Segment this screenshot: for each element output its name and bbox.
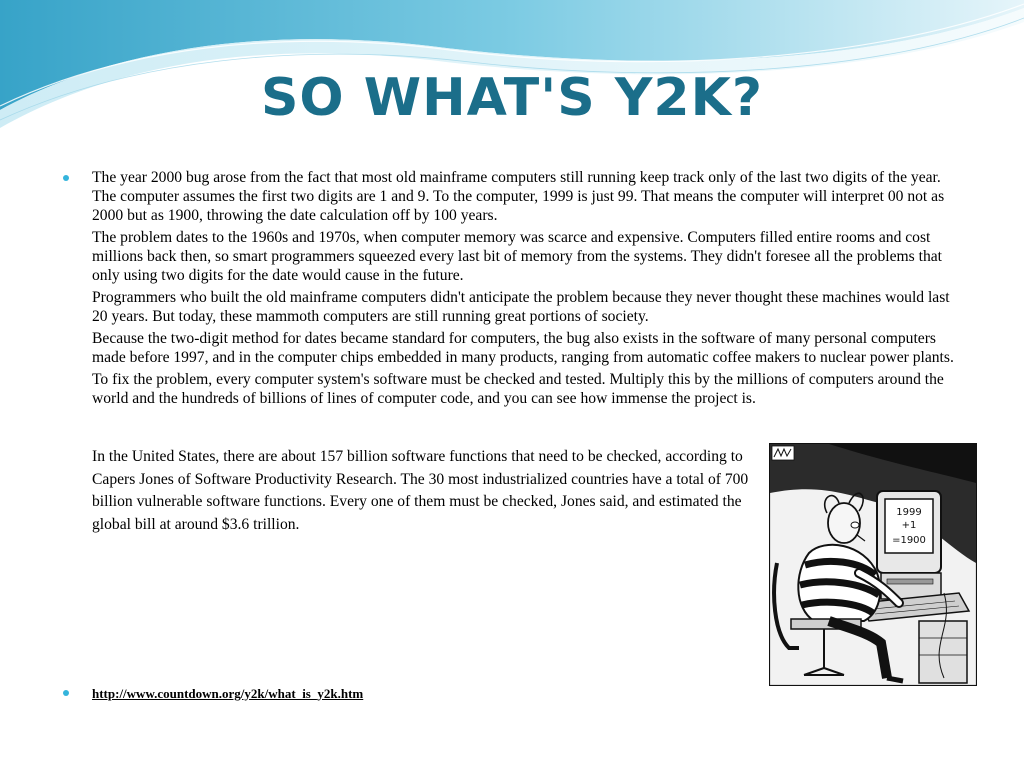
body-paragraph: Programmers who built the old mainframe computers didn't anticipate the problem because they never thought these machines would last 20 years. But today, these mammoth computers are still running great portions of society. xyxy=(92,289,950,325)
body-paragraph: The problem dates to the 1960s and 1970s, when computer memory was scarce and expensive. Computers filled entire rooms and cost millions back then, so smart programmers squeezed every last bit of memory from the systems. They didn't foresee all the problems that only using two digits for the date would cause in the future. xyxy=(92,229,943,284)
slide-title: SO WHAT'S Y2K? xyxy=(260,68,764,128)
y2k-cartoon-image xyxy=(769,443,977,686)
bullet-dot-icon xyxy=(63,175,69,181)
cartoon-screen-text: +1 xyxy=(901,520,917,531)
body-paragraph: The year 2000 bug arose from the fact that most old mainframe computers still running keep track only of the last two digits of the year. The computer assumes the first two digits are 1 and 9. To the computer, 1999 is just 99. That means the computer will interpret 00 not as 2000 but as 1900, throwing the date calculation off by 100 years. xyxy=(92,169,945,224)
bullet-dot-icon xyxy=(63,690,69,696)
slide-body xyxy=(92,168,968,411)
body-paragraph: In the United States, there are about 157 billion software functions that need to be checked, according to Capers Jones of Software Productivity Research. The 30 most industrialized countries have a total of 700 billion vulnerable software functions. Every one of them must be checked, Jones said, and estimated the global bill at around $3.6 trillion. xyxy=(92,448,749,533)
body-paragraph: Because the two-digit method for dates became standard for computers, the bug also exists in the software of many personal computers made before 1997, and in the computer chips embedded in many products, ranging from automatic coffee makers to nuclear power plants. xyxy=(92,330,954,366)
body-paragraph: To fix the problem, every computer system's software must be checked and tested. Multiply this by the millions of computers around the world and the hundreds of billions of lines of computer code, and you can see how immense the project is. xyxy=(92,371,944,407)
source-link[interactable]: http://www.countdown.org/y2k/what_is_y2k.htm xyxy=(92,686,364,701)
cartoon-screen-text: =1900 xyxy=(892,535,926,546)
cartoon-screen-text: 1999 xyxy=(896,507,922,518)
